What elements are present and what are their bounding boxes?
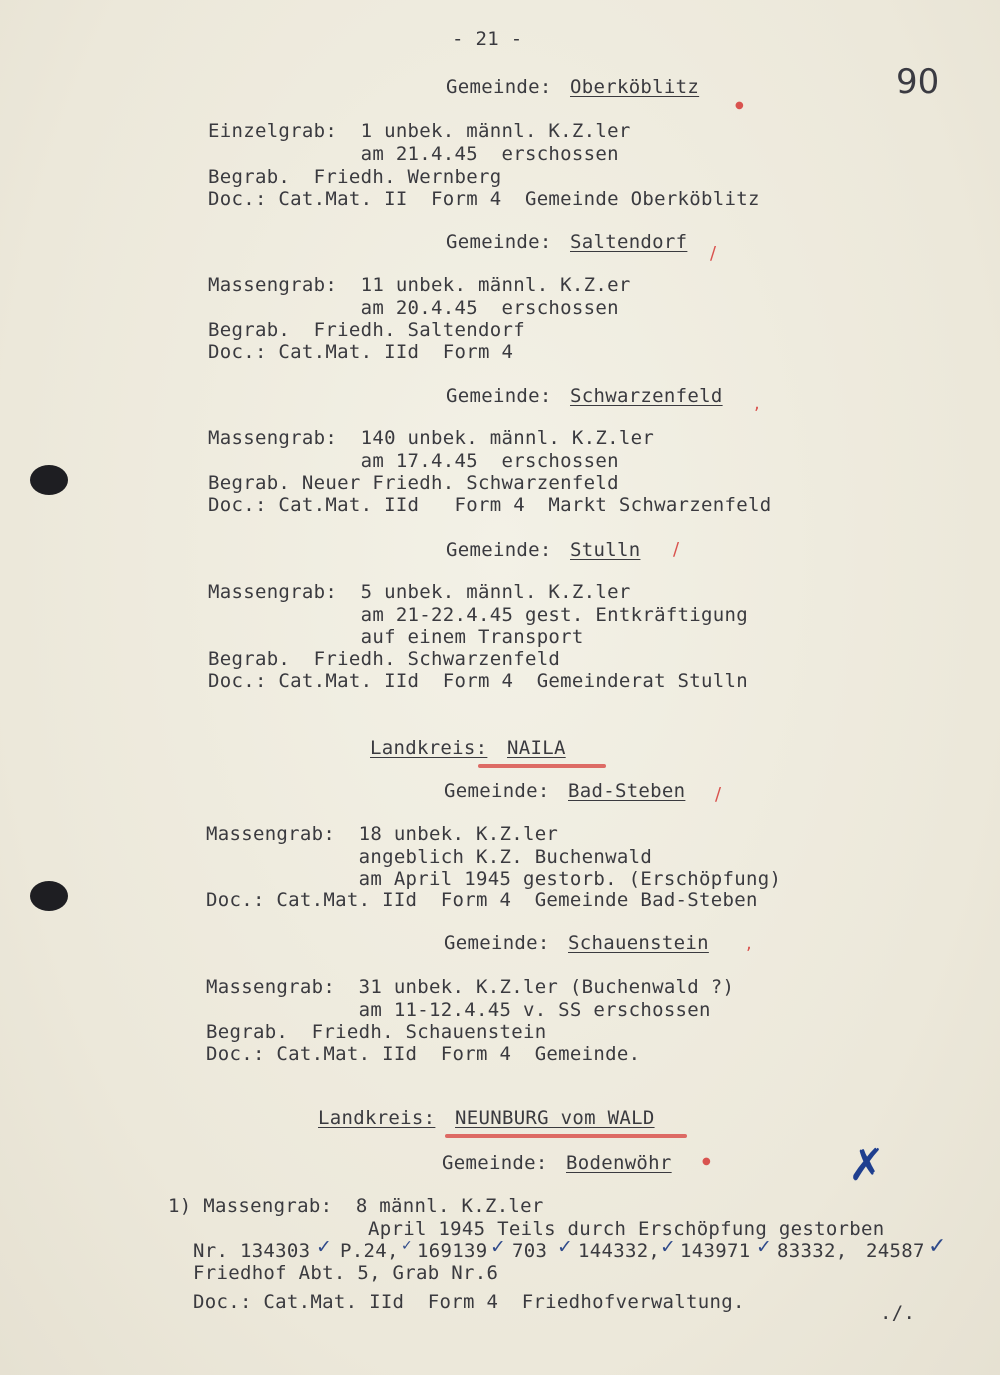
entry-line: Begrab. Friedh. Saltendorf — [208, 319, 525, 341]
entry-line: Massengrab: 31 unbek. K.Z.ler (Buchenwald ?) — [206, 976, 735, 998]
entry-line: Doc.: Cat.Mat. IId Form 4 Markt Schwarzenfeld — [208, 494, 772, 516]
gemeinde-name: Stulln — [570, 539, 641, 561]
entry-line: am 21-22.4.45 gest. Entkräftigung — [208, 604, 748, 626]
entry-line: Doc.: Cat.Mat. IId Form 4 Gemeinde. — [206, 1043, 641, 1065]
punch-hole-lower — [30, 881, 68, 911]
red-mark: , — [746, 933, 752, 954]
gemeinde-name: Bad-Steben — [568, 780, 686, 802]
number-item: 144332, — [578, 1240, 661, 1262]
check-tick: ✓ — [660, 1236, 676, 1258]
landkreis-name: NAILA — [507, 737, 566, 759]
entry-line: am 17.4.45 erschossen — [208, 450, 619, 472]
entry-line: am 20.4.45 erschossen — [208, 297, 619, 319]
gemeinde-label: Gemeinde: — [446, 385, 552, 407]
red-underline — [445, 1134, 687, 1138]
number-item: 703 — [512, 1240, 548, 1262]
entry-line: Begrab. Friedh. Schauenstein — [206, 1021, 547, 1043]
number-item: 169139 — [417, 1240, 488, 1262]
entry-line: April 1945 Teils durch Erschöpfung gestorben — [368, 1218, 885, 1240]
entry-line: Massengrab: 140 unbek. männl. K.Z.ler — [208, 427, 655, 449]
continuation-mark: ./. — [880, 1302, 916, 1324]
number-item: 83332, — [777, 1240, 848, 1262]
entry-line: Friedhof Abt. 5, Grab Nr.6 — [193, 1262, 499, 1284]
entry-line: auf einem Transport — [208, 626, 584, 648]
entry-line: Doc.: Cat.Mat. II Form 4 Gemeinde Oberköblitz — [208, 188, 760, 210]
number-item: 24587 — [866, 1240, 925, 1262]
check-tick: ✓ — [490, 1236, 506, 1258]
gemeinde-label: Gemeinde: — [444, 932, 550, 954]
gemeinde-label: Gemeinde: — [446, 76, 552, 98]
red-mark: ● — [702, 1156, 711, 1167]
entry-line: am 11-12.4.45 v. SS erschossen — [206, 999, 711, 1021]
red-underline — [478, 764, 606, 768]
gemeinde-name: Oberköblitz — [570, 76, 700, 98]
check-tick: ✓ — [316, 1236, 332, 1258]
check-tick: ✓ — [557, 1236, 573, 1258]
red-mark: / — [710, 243, 717, 264]
check-tick: ✓ — [928, 1234, 947, 1259]
blue-check-mark: ✗ — [848, 1140, 885, 1191]
gemeinde-name: Bodenwöhr — [566, 1152, 672, 1174]
typed-page-number: - 21 - — [452, 28, 523, 50]
entry-line: Doc.: Cat.Mat. IId Form 4 Gemeinde Bad-Steben — [206, 889, 758, 911]
gemeinde-name: Schauenstein — [568, 932, 709, 954]
entry-line: Begrab. Neuer Friedh. Schwarzenfeld — [208, 472, 619, 494]
red-mark: , — [754, 393, 760, 414]
entry-line: Doc.: Cat.Mat. IId Form 4 Friedhofverwaltung. — [193, 1291, 745, 1313]
handwritten-page-number: 90 — [896, 62, 940, 102]
red-mark: ● — [735, 100, 744, 111]
entry-line: Begrab. Friedh. Wernberg — [208, 166, 502, 188]
entry-line: Massengrab: 5 unbek. männl. K.Z.ler — [208, 581, 631, 603]
entry-line: Einzelgrab: 1 unbek. männl. K.Z.ler — [208, 120, 631, 142]
gemeinde-label: Gemeinde: — [444, 780, 550, 802]
landkreis-label: Landkreis: — [318, 1107, 436, 1129]
entry-line: angeblich K.Z. Buchenwald — [206, 846, 653, 868]
entry-line: Massengrab: 18 unbek. K.Z.ler — [206, 823, 559, 845]
entry-line: Begrab. Friedh. Schwarzenfeld — [208, 648, 561, 670]
check-tick: ✓ — [401, 1238, 413, 1254]
number-item: P.24, — [340, 1240, 399, 1262]
entry-line: Doc.: Cat.Mat. IId Form 4 — [208, 341, 514, 363]
red-mark: / — [673, 539, 680, 560]
gemeinde-name: Schwarzenfeld — [570, 385, 723, 407]
entry-line: am April 1945 gestorb. (Erschöpfung) — [206, 868, 782, 890]
check-tick: ✓ — [756, 1236, 772, 1258]
landkreis-name: NEUNBURG vom WALD — [455, 1107, 655, 1129]
gemeinde-name: Saltendorf — [570, 231, 688, 253]
number-item: Nr. 134303 — [193, 1240, 311, 1262]
red-mark: / — [715, 784, 722, 805]
entry-line: Doc.: Cat.Mat. IId Form 4 Gemeinderat Stulln — [208, 670, 748, 692]
gemeinde-label: Gemeinde: — [446, 539, 552, 561]
gemeinde-label: Gemeinde: — [442, 1152, 548, 1174]
number-item: 143971 — [680, 1240, 751, 1262]
entry-line: Massengrab: 11 unbek. männl. K.Z.er — [208, 274, 631, 296]
punch-hole-upper — [30, 465, 68, 495]
gemeinde-label: Gemeinde: — [446, 231, 552, 253]
entry-line: 1) Massengrab: 8 männl. K.Z.ler — [168, 1195, 544, 1217]
landkreis-label: Landkreis: — [370, 737, 488, 759]
entry-line: am 21.4.45 erschossen — [208, 143, 619, 165]
